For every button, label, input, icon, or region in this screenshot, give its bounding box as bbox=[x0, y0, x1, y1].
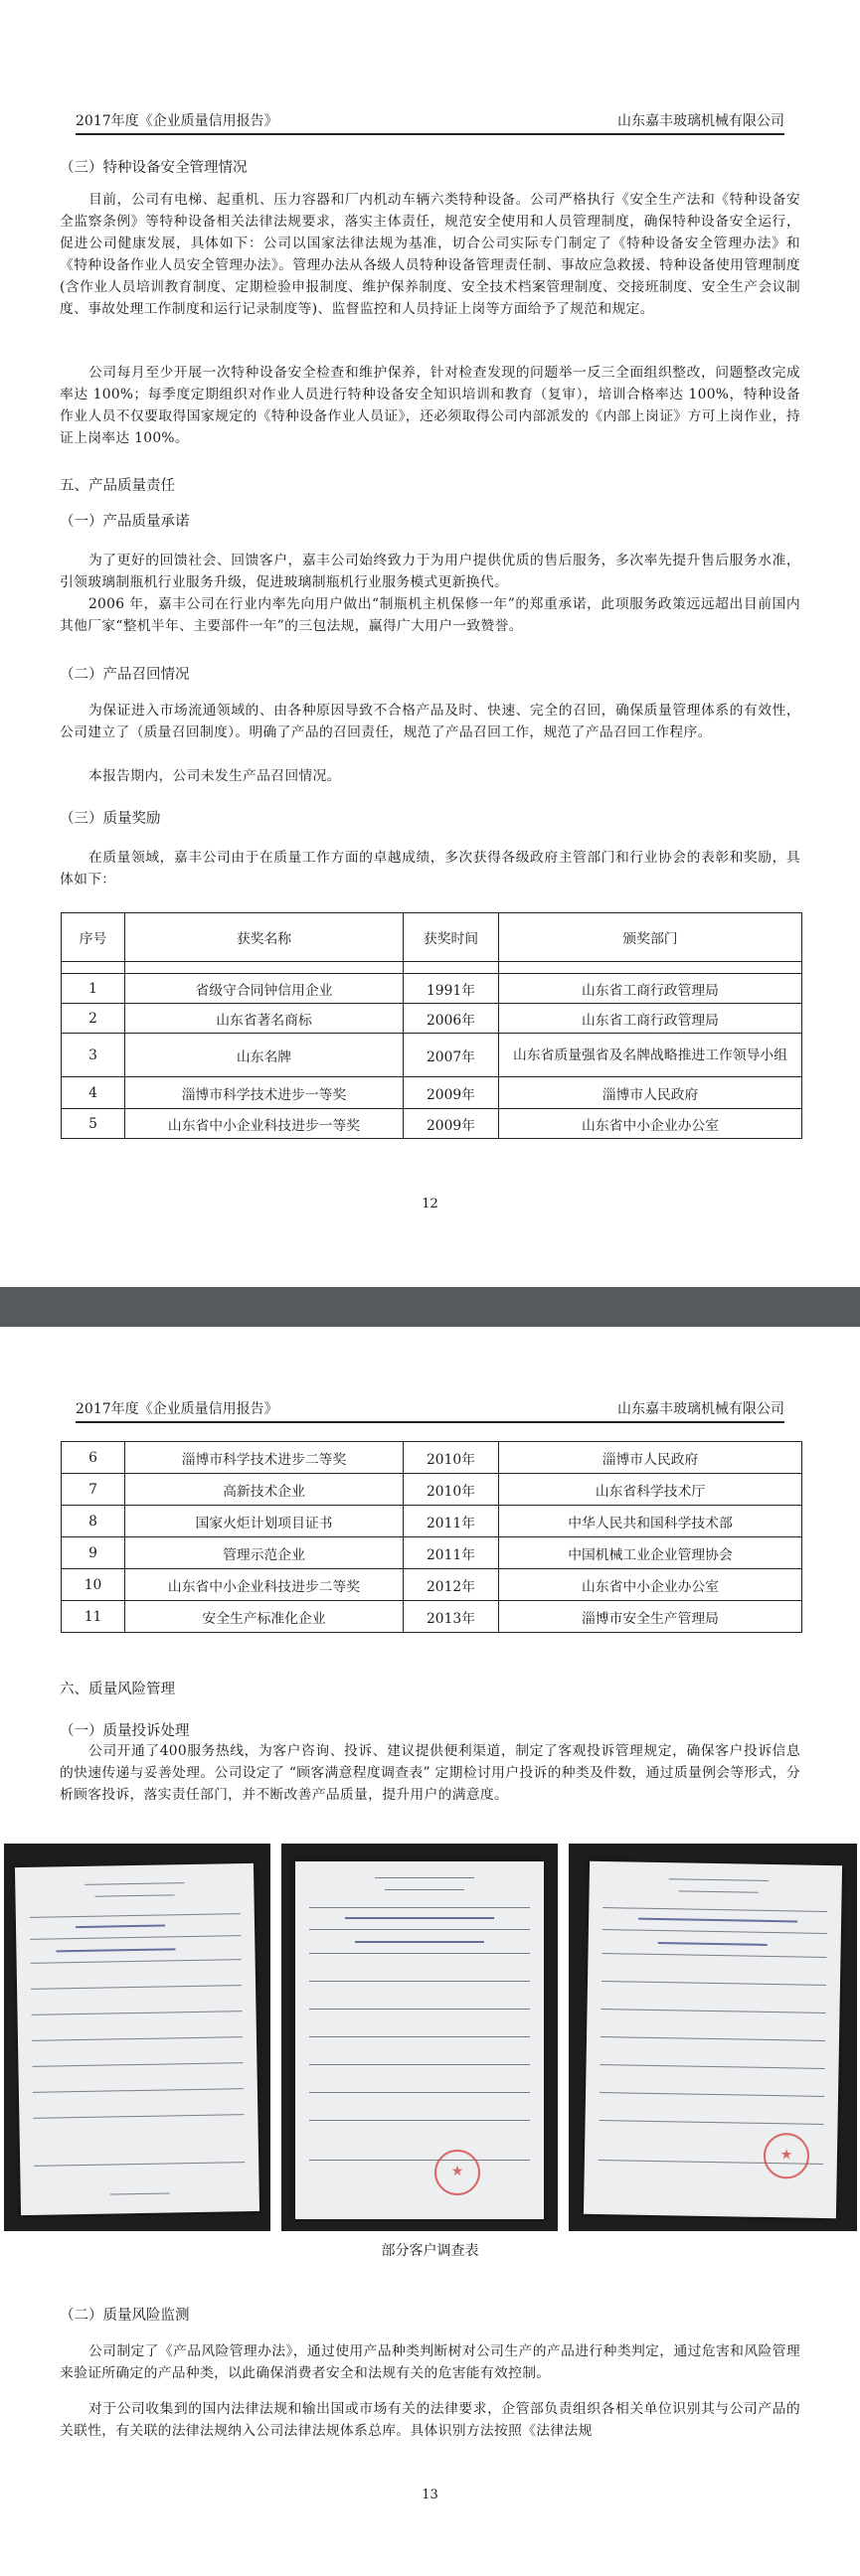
cell-index: 11 bbox=[62, 1601, 125, 1633]
cell-award-name: 安全生产标准化企业 bbox=[125, 1601, 404, 1633]
section-product-recall: （二）产品召回情况 bbox=[60, 667, 190, 683]
paragraph-awards-intro: 在质量领域，嘉丰公司由于在质量工作方面的卓越成绩，多次获得各级政府主管部门和行业协会的表彰和奖励，具体如下： bbox=[60, 850, 800, 887]
header-company-name: 山东嘉丰玻璃机械有限公司 bbox=[617, 1401, 784, 1417]
page-number: 12 bbox=[422, 1197, 438, 1211]
table-row bbox=[62, 1474, 802, 1506]
header-cell-award-name: 获奖名称 bbox=[125, 913, 404, 962]
cell-award-year: 2006年 bbox=[404, 1004, 499, 1034]
header-cell-award-year: 获奖时间 bbox=[404, 913, 499, 962]
cell-index: 7 bbox=[62, 1474, 125, 1506]
awards-table-part2 bbox=[61, 1441, 802, 1633]
table-row bbox=[62, 1506, 802, 1537]
section-complaint-handling: （一）质量投诉处理 bbox=[60, 1723, 190, 1739]
cell-issuer: 山东省工商行政管理局 bbox=[499, 974, 802, 1004]
survey-form-photo-1 bbox=[4, 1844, 270, 2231]
table-row bbox=[62, 974, 802, 1004]
header-report-title: 2017年度《企业质量信用报告》 bbox=[76, 113, 278, 129]
cell-index: 2 bbox=[62, 1004, 125, 1034]
section-quality-awards: （三）质量奖励 bbox=[60, 811, 161, 827]
table-row bbox=[62, 1537, 802, 1569]
page-12 bbox=[0, 0, 860, 1287]
survey-form-photo-2 bbox=[281, 1844, 558, 2231]
cell-issuer: 淄博市安全生产管理局 bbox=[499, 1601, 802, 1633]
red-seal-stamp-icon bbox=[434, 2150, 480, 2195]
cell-award-year: 2009年 bbox=[404, 1077, 499, 1109]
survey-form-photo-3 bbox=[569, 1844, 857, 2231]
table-row bbox=[62, 1569, 802, 1601]
paragraph-recall-1: 为保证进入市场流通领域的、由各种原因导致不合格产品及时、快速、完全的召回，确保质量管理体系的有效性，公司建立了（质量召回制度）。明确了产品的召回责任，规范了产品召回工作，规范了产品召回工作程序。 bbox=[60, 703, 800, 740]
page-separator bbox=[0, 1287, 860, 1327]
page-header bbox=[76, 111, 784, 135]
header-company-name: 山东嘉丰玻璃机械有限公司 bbox=[617, 113, 784, 129]
cell-award-name: 山东省中小企业科技进步一等奖 bbox=[125, 1109, 404, 1139]
table-row bbox=[62, 1077, 802, 1109]
survey-form-sheet bbox=[584, 1861, 842, 2218]
cell-award-name: 山东省中小企业科技进步二等奖 bbox=[125, 1569, 404, 1601]
cell-award-year: 2010年 bbox=[404, 1442, 499, 1474]
awards-table-part1 bbox=[61, 912, 802, 1139]
cell-index: 5 bbox=[62, 1109, 125, 1139]
table-spacer-row bbox=[62, 962, 802, 974]
table-row bbox=[62, 1442, 802, 1474]
table-row bbox=[62, 1601, 802, 1633]
cell-issuer: 淄博市人民政府 bbox=[499, 1077, 802, 1109]
cell-issuer: 中华人民共和国科学技术部 bbox=[499, 1506, 802, 1537]
cell-issuer: 山东省中小企业办公室 bbox=[499, 1569, 802, 1601]
header-cell-index: 序号 bbox=[62, 913, 125, 962]
page-number: 13 bbox=[422, 2488, 438, 2502]
survey-form-sheet bbox=[295, 1861, 544, 2219]
section-quality-commitment: （一）产品质量承诺 bbox=[60, 514, 190, 530]
table-row bbox=[62, 1034, 802, 1077]
cell-award-year: 2009年 bbox=[404, 1109, 499, 1139]
cell-index: 3 bbox=[62, 1034, 125, 1077]
survey-form-sheet bbox=[15, 1863, 259, 2215]
cell-index: 1 bbox=[62, 974, 125, 1004]
cell-issuer: 山东省质量强省及名牌战略推进工作领导小组 bbox=[499, 1034, 802, 1077]
photo-caption: 部分客户调查表 bbox=[381, 2243, 479, 2259]
cell-award-name: 山东名牌 bbox=[125, 1034, 404, 1077]
table-row bbox=[62, 1004, 802, 1034]
cell-award-name: 淄博市科学技术进步二等奖 bbox=[125, 1442, 404, 1474]
cell-award-name: 省级守合同钟信用企业 bbox=[125, 974, 404, 1004]
cell-issuer: 山东省中小企业办公室 bbox=[499, 1109, 802, 1139]
red-seal-stamp-icon bbox=[764, 2133, 810, 2179]
cell-index: 6 bbox=[62, 1442, 125, 1474]
cell-issuer: 淄博市人民政府 bbox=[499, 1442, 802, 1474]
cell-award-year: 2007年 bbox=[404, 1034, 499, 1077]
paragraph-commitment-1: 为了更好的回馈社会、回馈客户，嘉丰公司始终致力于为用户提供优质的售后服务，多次率先提升售后服务水准，引领玻璃制瓶机行业服务升级，促进玻璃制瓶机行业服务模式更新换代。 bbox=[60, 553, 800, 590]
header-cell-issuer: 颁奖部门 bbox=[499, 913, 802, 962]
cell-index: 8 bbox=[62, 1506, 125, 1537]
cell-index: 10 bbox=[62, 1569, 125, 1601]
cell-issuer: 山东省科学技术厅 bbox=[499, 1474, 802, 1506]
cell-issuer: 山东省工商行政管理局 bbox=[499, 1004, 802, 1034]
page-13 bbox=[0, 1327, 860, 2576]
paragraph-commitment-2: 2006 年，嘉丰公司在行业内率先向用户做出“制瓶机主机保修一年”的郑重承诺，此项服务政策远远超出目前国内其他厂家“整机半年、主要部件一年”的三包法规，赢得广大用户一致赞誉。 bbox=[60, 596, 800, 634]
cell-award-year: 1991年 bbox=[404, 974, 499, 1004]
paragraph-special-equipment-1: 目前，公司有电梯、起重机、压力容器和厂内机动车辆六类特种设备。公司严格执行《安全生产法和《特种设备安全监察条例》等特种设备相关法律法规要求，落实主体责任，规范安全使用和人员管理制度，确保特种设备安全运行，促进公司健康发展，具体如下：公司以国家法律法规为基准，切合公司实际专门制定了《特种设备安全管理办法》和《特种设备作业人员安全管理办法》。管理办法从各级人员特种设备管理责任制、事故应急救援、特种设备使用管理制度(含作业人员培训教育制度、定期检验申报制度、维护保养制度、安全技术档案管理制度、交接班制度、安全生产会议制度、事故处理工作制度和运行记录制度等)、监督监控和人员持证上岗等方面给予了规范和规定。 bbox=[60, 192, 800, 317]
cell-award-name: 淄博市科学技术进步一等奖 bbox=[125, 1077, 404, 1109]
section-quality-risk: 六、质量风险管理 bbox=[60, 1682, 175, 1697]
paragraph-recall-2: 本报告期内，公司未发生产品召回情况。 bbox=[87, 768, 341, 784]
cell-award-year: 2013年 bbox=[404, 1601, 499, 1633]
section-product-quality: 五、产品质量责任 bbox=[60, 478, 175, 494]
cell-award-year: 2011年 bbox=[404, 1506, 499, 1537]
cell-index: 9 bbox=[62, 1537, 125, 1569]
paragraph-complaint-handling: 公司开通了400服务热线，为客户咨询、投诉、建议提供便利渠道，制定了客观投诉管理规定，确保客户投诉信息的快速传递与妥善处理。公司设定了 “顾客满意程度调查表” 定期检讨用户投诉的种类及件数，通过质量例会等形式，分析顾客投诉，落实责任部门，并不断改善产品质量，提升用户的满意度。 bbox=[60, 1743, 800, 1803]
cell-award-name: 管理示范企业 bbox=[125, 1537, 404, 1569]
cell-award-name: 山东省著名商标 bbox=[125, 1004, 404, 1034]
section-risk-monitoring: （二）质量风险监测 bbox=[60, 2308, 190, 2324]
header-report-title: 2017年度《企业质量信用报告》 bbox=[76, 1401, 278, 1417]
cell-award-year: 2011年 bbox=[404, 1537, 499, 1569]
section-special-equipment: （三）特种设备安全管理情况 bbox=[60, 160, 248, 176]
cell-award-name: 国家火炬计划项目证书 bbox=[125, 1506, 404, 1537]
paragraph-special-equipment-2: 公司每月至少开展一次特种设备安全检查和维护保养，针对检查发现的问题举一反三全面组织整改，问题整改完成率达 100%；每季度定期组织对作业人员进行特种设备安全知识培训和教育（复审），培训合格率达 100%，特种设备作业人员不仅要取得国家规定的《特种设备作业人员证》，还必须取得公司内部派发的《内部上岗证》方可上岗作业，持证上岗率达 100%。 bbox=[60, 365, 800, 446]
awards-header-row bbox=[62, 913, 802, 962]
cell-award-year: 2012年 bbox=[404, 1569, 499, 1601]
cell-award-year: 2010年 bbox=[404, 1474, 499, 1506]
cell-index: 4 bbox=[62, 1077, 125, 1109]
table-row bbox=[62, 1109, 802, 1139]
cell-issuer: 中国机械工业企业管理协会 bbox=[499, 1537, 802, 1569]
cell-award-name: 高新技术企业 bbox=[125, 1474, 404, 1506]
paragraph-risk-monitoring-1: 公司制定了《产品风险管理办法》，通过使用产品种类判断树对公司生产的产品进行种类判定，通过危害和风险管理来验证所确定的产品种类，以此确保消费者安全和法规有关的危害能有效控制。 bbox=[60, 2343, 800, 2381]
paragraph-risk-monitoring-2: 对于公司收集到的国内法律法规和输出国或市场有关的法律要求，企管部负责组织各相关单位识别其与公司产品的关联性，有关联的法律法规纳入公司法律法规体系总库。具体识别方法按照《法律法规 bbox=[60, 2401, 800, 2439]
page-header bbox=[76, 1399, 784, 1423]
